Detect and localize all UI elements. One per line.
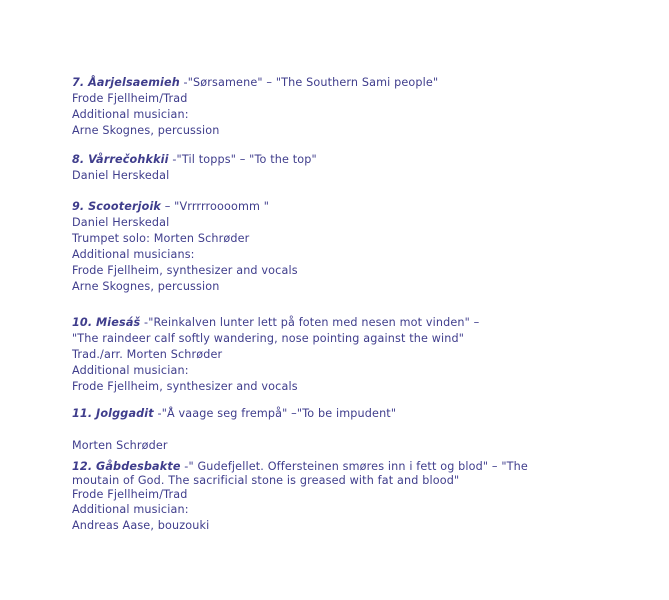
track-title: Miesáš [96,316,141,329]
credit-line: Additional musician: [72,108,189,121]
track-subtitle: -"Å vaage seg frempå" –"To be impudent" [153,407,397,420]
track-title-line [72,75,438,91]
track-title-line [72,315,479,331]
track-number: 7. [72,76,85,89]
track-7 [72,75,438,139]
credit-line: Andreas Aase, bouzouki [72,519,210,532]
credit-line: Additional musician: [72,503,189,516]
track-subtitle: -" Gudefjellet. Offersteinen smøres inn i fett og blod" – "The moutain of God. The sacrificial stone is greased with fat and blood" [72,460,528,487]
credit-line: Additional musicians: [72,248,195,261]
track-title: Jolggadit [96,407,154,420]
credit-line: Trad./arr. Morten Schrøder [72,348,223,361]
track-number: 8. [72,153,85,166]
credit-line: Daniel Herskedal [72,169,170,182]
credit-line: Frode Fjellheim/Trad [72,488,188,501]
credit-line: Arne Skognes, percussion [72,124,220,137]
track-8 [72,152,317,184]
track-title: Scooterjoik [88,200,162,213]
track-number: 11. [72,407,93,420]
track-subtitle: -"Til topps" – "To the top" [168,153,317,166]
credit-line: Frode Fjellheim, synthesizer and vocals [72,264,298,277]
credit-line: "The raindeer calf softly wandering, nose pointing against the wind" [72,332,465,345]
credit-line: Frode Fjellheim, synthesizer and vocals [72,380,298,393]
track-title-line [72,152,317,168]
track-9 [72,199,298,295]
track-subtitle: -"Sørsamene" – "The Southern Sami people" [179,76,439,89]
credit-line: Morten Schrøder [72,439,168,452]
track-title: Åarjelsaemieh [88,76,180,89]
track-number: 10. [72,316,93,329]
track-subtitle: – "Vrrrrroooomm " [161,200,270,213]
track-title: Vårrečohkkii [88,153,169,166]
track-title-line [72,460,532,488]
credit-line: Additional musician: [72,364,189,377]
track-title: Gåbdesbakte [96,460,181,473]
track-12 [72,460,532,534]
credit-line: Trumpet solo: Morten Schrøder [72,232,250,245]
credit-line: Arne Skognes, percussion [72,280,220,293]
credit-line: Daniel Herskedal [72,216,170,229]
track-11 [72,406,396,454]
track-10 [72,315,479,395]
track-number: 9. [72,200,85,213]
credit-line: Frode Fjellheim/Trad [72,92,188,105]
track-title-line [72,199,298,215]
track-subtitle: -"Reinkalven lunter lett på foten med nesen mot vinden" – [140,316,480,329]
track-number: 12. [72,460,93,473]
track-title-line [72,406,396,422]
blank-line [72,422,396,438]
